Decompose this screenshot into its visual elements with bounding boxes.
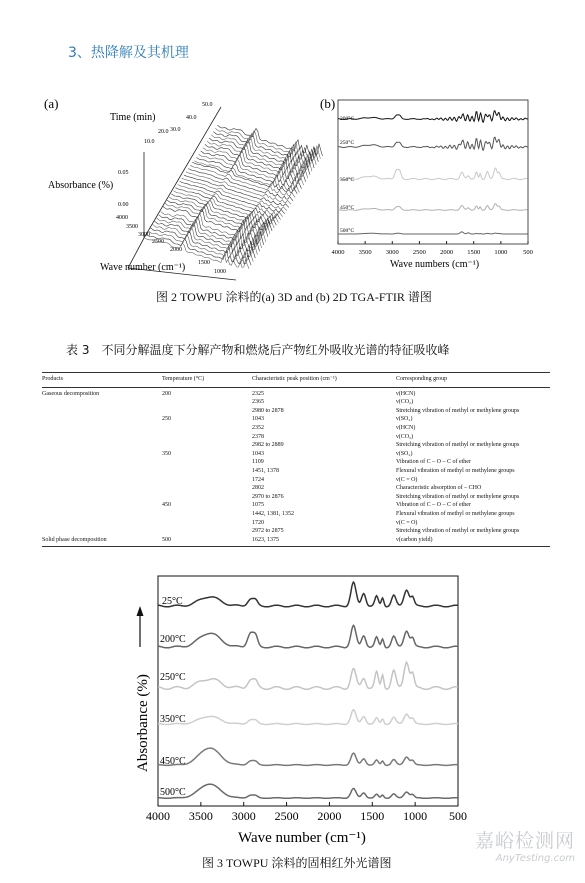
fig3-temp-label: 250°C <box>160 672 186 683</box>
y-axis-arrow <box>137 606 144 647</box>
panel-b-x-ticks <box>332 241 533 256</box>
cell-temperature <box>162 424 252 433</box>
cell-peak: 2970 to 2876 <box>252 493 284 500</box>
section-title: 3、热降解及其机理 <box>68 45 189 61</box>
panel-b-spectra <box>338 111 528 234</box>
cell-temperature <box>162 467 252 476</box>
cell-group: Vibration of C – O – C of ether <box>396 459 471 466</box>
cell-peak: 1720 <box>252 519 264 526</box>
a-abs-tick: 0.05 <box>118 170 129 176</box>
cell-temperature: 250 <box>162 416 171 423</box>
b-spectrum-350°C <box>338 168 528 180</box>
3d-surface-line <box>184 175 289 207</box>
cell-group: ν(HCN) <box>396 390 416 397</box>
header-temperature: Temperature (°C) <box>162 373 252 388</box>
cell-peak: 1442, 1381, 1352 <box>252 510 294 517</box>
table-row <box>42 424 550 433</box>
b-x-tick-label: 3000 <box>385 249 399 256</box>
cell-products <box>42 424 162 433</box>
a-time-label: Time (min) <box>110 112 156 123</box>
cell-group: ν(SO₂) <box>396 416 413 423</box>
cell-products <box>42 450 162 459</box>
cell-peak: 2972 to 2875 <box>252 528 284 535</box>
x-tick-label: 3500 <box>188 809 213 823</box>
cell-temperature: 350 <box>162 450 171 457</box>
table-row <box>42 387 550 398</box>
table-row <box>42 510 550 519</box>
3d-surface-line <box>215 128 320 158</box>
table-3 <box>42 372 550 547</box>
table-row <box>42 519 550 528</box>
spectrum-line-250°C <box>158 662 458 689</box>
cell-peak: 1623, 1375 <box>252 536 396 547</box>
header-peak-position: Characteristic peak position (cm⁻¹) <box>252 373 396 388</box>
cell-temperature <box>162 441 252 450</box>
cell-products <box>42 441 162 450</box>
cell-products <box>42 415 162 424</box>
cell-group: ν(CO₂) <box>396 433 414 440</box>
b-x-tick-label: 2000 <box>440 249 454 256</box>
a-wave-tick: 1000 <box>214 269 226 275</box>
table-row <box>42 467 550 476</box>
table-row <box>42 407 550 416</box>
cell-temperature <box>162 519 252 528</box>
cell-temperature <box>162 398 252 407</box>
cell-products <box>42 527 162 536</box>
cell-products <box>42 467 162 476</box>
cell-group: Flexural vibration of methyl or methylene groups <box>396 467 515 474</box>
cell-peak: 1451, 1378 <box>252 467 279 474</box>
cell-group: ν(carbon yield) <box>396 536 550 547</box>
figure-3-spectra <box>158 582 458 798</box>
cell-group: ν(C = O) <box>396 519 418 526</box>
cell-products <box>42 458 162 467</box>
table-header-row <box>42 373 550 388</box>
b-temp-label: 500°C <box>340 228 355 234</box>
b-temp-label: 200°C <box>340 116 355 122</box>
cell-group: Stretching vibration of methyl or methylene groups <box>396 528 520 535</box>
cell-group: Stretching vibration of methyl or methylene groups <box>396 442 520 449</box>
cell-peak: 2352 <box>252 424 264 431</box>
fig3-temp-label: 450°C <box>160 756 186 767</box>
b-x-label: Wave numbers (cm⁻¹) <box>390 259 480 270</box>
3d-surface-line <box>157 218 262 248</box>
cell-peak: 1043 <box>252 450 264 457</box>
a-wave-label: Wave number (cm⁻¹) <box>100 262 186 273</box>
x-tick-label: 1000 <box>403 809 428 823</box>
cell-group: Characteristic absorption of – CHO <box>396 485 482 492</box>
panel-b-2d-plot <box>332 100 533 270</box>
b-temp-label: 450°C <box>340 205 355 211</box>
b-x-tick-label: 1500 <box>467 249 481 256</box>
cell-temperature <box>162 407 252 416</box>
x-tick-label: 3000 <box>231 809 256 823</box>
b-x-tick-label: 1000 <box>494 249 508 256</box>
figure-3-caption: 图 3 TOWPU 涂料的固相红外光谱图 <box>202 856 392 870</box>
cell-products <box>42 476 162 485</box>
table-row <box>42 450 550 459</box>
cell-products: Solid phase decomposition <box>42 536 162 547</box>
3d-surface-line <box>213 132 318 162</box>
cell-peak: 2378 <box>252 433 264 440</box>
watermark-site: AnyTesting.com <box>495 853 575 864</box>
table-3-title: 表 3 不同分解温度下分解产物和燃烧后产物红外吸收光谱的特征吸收峰 <box>66 343 450 357</box>
cell-temperature <box>162 476 252 485</box>
cell-peak: 2980 to 2878 <box>252 407 284 414</box>
figure-2 <box>40 92 550 282</box>
a-wave-tick: 2500 <box>152 239 164 245</box>
x-tick-label: 2500 <box>274 809 299 823</box>
table-row <box>42 484 550 493</box>
a-time-tick: 10.0 <box>144 139 155 145</box>
cell-group: Flexural vibration of methyl or methylene groups <box>396 510 515 517</box>
3d-surface-line <box>211 135 316 165</box>
x-tick-label: 500 <box>449 809 467 823</box>
cell-temperature <box>162 433 252 442</box>
cell-peak: 1724 <box>252 476 264 483</box>
b-temp-label: 350°C <box>340 177 355 183</box>
a-wave-tick: 4000 <box>116 215 128 221</box>
cell-group: ν(SO₂) <box>396 450 413 457</box>
table-row <box>42 398 550 407</box>
a-wave-tick: 3000 <box>138 232 150 238</box>
cell-group: ν(HCN) <box>396 424 416 431</box>
cell-group: Stretching vibration of methyl or methylene groups <box>396 407 520 414</box>
spectrum-line-350°C <box>158 710 458 725</box>
cell-group: Vibration of C – O – C of ether <box>396 502 471 509</box>
fig3-temp-label: 500°C <box>160 787 186 798</box>
table-row <box>42 476 550 485</box>
cell-temperature <box>162 484 252 493</box>
table-row <box>42 501 550 510</box>
b-spectrum-450°C <box>338 204 528 211</box>
watermark <box>475 826 575 864</box>
cell-peak: 1075 <box>252 502 264 509</box>
cell-peak: 2982 to 2889 <box>252 442 284 449</box>
x-tick-label: 4000 <box>146 809 170 823</box>
cell-temperature: 450 <box>162 502 171 509</box>
b-x-tick-label: 3500 <box>358 249 372 256</box>
cell-products <box>42 433 162 442</box>
b-spectrum-200°C <box>338 111 528 122</box>
figure-3-x-ticks <box>146 802 467 823</box>
cell-temperature <box>162 527 252 536</box>
3d-surface-line <box>218 125 323 156</box>
spectrum-line-200°C <box>158 625 458 647</box>
cell-products <box>42 510 162 519</box>
cell-group: ν(CO₂) <box>396 399 414 406</box>
cell-temperature <box>162 458 252 467</box>
figure-3 <box>120 572 480 854</box>
table-row <box>42 536 550 547</box>
fig3-y-label: Absorbance (%) <box>135 674 151 772</box>
cell-peak: 2325 <box>252 390 264 397</box>
cell-products: Gaseous decomposition <box>42 390 100 397</box>
cell-group: Stretching vibration of methyl or methylene groups <box>396 493 520 500</box>
b-spectrum-250°C <box>338 137 528 150</box>
a-wave-tick: 1500 <box>198 260 210 266</box>
a-time-tick: 20.0 <box>158 129 169 135</box>
3d-surface-line <box>152 224 257 254</box>
a-time-tick: 30.0 <box>170 127 181 133</box>
cell-products <box>42 407 162 416</box>
cell-products <box>42 493 162 502</box>
fig3-temp-label: 350°C <box>160 714 186 725</box>
table-row <box>42 458 550 467</box>
cell-peak: 2802 <box>252 485 264 492</box>
figure-2-caption: 图 2 TOWPU 涂料的(a) 3D and (b) 2D TGA-FTIR 谱图 <box>156 290 432 304</box>
table-3-body <box>42 387 550 547</box>
cell-peak: 1043 <box>252 416 264 423</box>
header-group: Corresponding group <box>396 373 550 388</box>
cell-products <box>42 484 162 493</box>
fig3-temp-label: 200°C <box>160 634 186 645</box>
panel-a-label: (a) <box>44 96 59 111</box>
cell-products <box>42 519 162 528</box>
spectrum-line-450°C <box>158 748 458 765</box>
a-wave-tick: 3500 <box>126 224 138 230</box>
a-wave-tick: 2000 <box>170 247 182 253</box>
panel-a-3d-plot <box>48 102 323 280</box>
cell-temperature <box>162 493 252 502</box>
fig3-temp-label: 25°C <box>162 596 183 607</box>
header-products: Products <box>42 373 162 388</box>
table-row <box>42 433 550 442</box>
x-tick-label: 1500 <box>360 809 385 823</box>
spectrum-line-25°C <box>158 582 458 607</box>
table-row <box>42 441 550 450</box>
table-row <box>42 527 550 536</box>
b-x-tick-label: 4000 <box>331 249 345 256</box>
x-tick-label: 2000 <box>317 809 342 823</box>
table-row <box>42 493 550 502</box>
fig3-x-label: Wave number (cm⁻¹) <box>238 830 366 846</box>
a-abs-tick: 0.00 <box>118 202 129 208</box>
cell-products <box>42 501 162 510</box>
spectrum-line-500°C <box>158 784 458 798</box>
cell-group: ν(C = O) <box>396 476 418 483</box>
a-absorbance-label: Absorbance (%) <box>48 180 114 191</box>
b-x-tick-label: 2500 <box>412 249 426 256</box>
a-time-tick: 50.0 <box>202 102 213 108</box>
cell-peak: 1109 <box>252 459 264 466</box>
cell-temperature: 200 <box>162 390 171 397</box>
panel-b-label: (b) <box>320 96 336 111</box>
cell-products <box>42 398 162 407</box>
3d-surface-line <box>205 144 310 174</box>
b-spectrum-500°C <box>338 232 528 234</box>
cell-temperature: 500 <box>162 536 252 547</box>
b-x-tick-label: 500 <box>523 249 533 256</box>
cell-temperature <box>162 510 252 519</box>
table-row <box>42 415 550 424</box>
b-temp-label: 250°C <box>340 140 355 146</box>
a-time-tick: 40.0 <box>186 115 197 121</box>
cell-peak: 2365 <box>252 399 264 406</box>
watermark-brand: 嘉峪检测网 <box>474 830 575 852</box>
3d-surface-line <box>148 231 253 262</box>
